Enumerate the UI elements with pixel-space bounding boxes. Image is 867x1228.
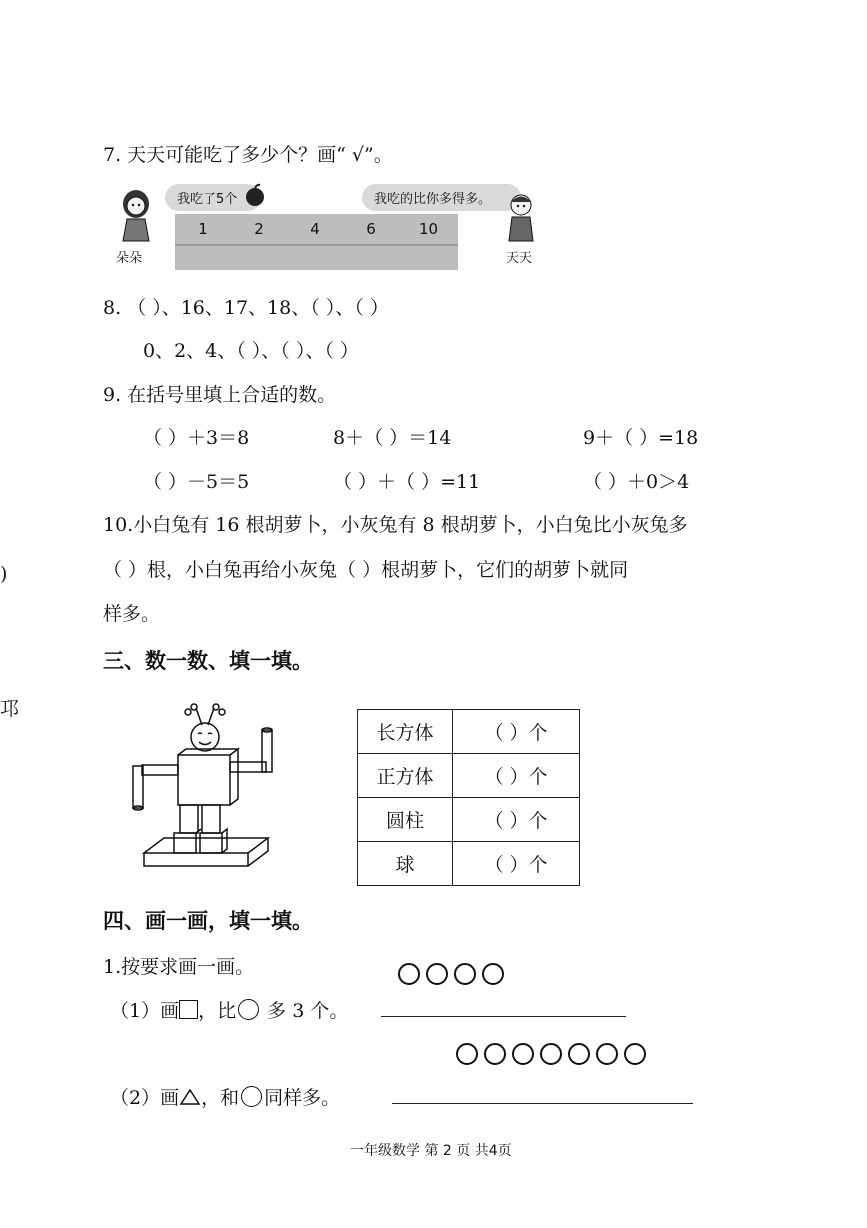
number-bar: [175, 214, 458, 270]
q10-line2: （ ）根，小白兔再给小灰兔（ ）根胡萝卜，它们的胡萝卜就同: [103, 559, 629, 581]
left-bubble-text: 我吃了5个: [177, 192, 238, 207]
shape-name: 正方体: [358, 754, 453, 798]
circle-shape: [482, 963, 504, 985]
right-bubble-text: 我吃的比你多得多。: [374, 192, 492, 207]
s4-p2: [110, 1083, 340, 1110]
q9-eq: （ ）＋3＝8: [143, 427, 250, 449]
p2-mid: ，和: [201, 1087, 240, 1109]
shape-name: 圆柱: [358, 798, 453, 842]
shape-name: 球: [358, 842, 453, 886]
bar-divider: [175, 244, 458, 246]
margin-mark: 邛: [0, 698, 20, 720]
q10-line1: 10.小白兔有 16 根胡萝卜，小灰兔有 8 根胡萝卜，小白兔比小灰兔多: [103, 514, 688, 536]
circle-shape: [624, 1043, 646, 1065]
circle-shape: [456, 1043, 478, 1065]
q8-line1: 8. （ ）、16、17、18、（ ）、（ ）: [103, 297, 389, 319]
circle-icon: [238, 999, 259, 1020]
table-row: [358, 710, 580, 754]
left-kid-name: 朵朵: [116, 251, 143, 266]
table-row: [358, 798, 580, 842]
circle-shape: [398, 963, 420, 985]
q9-title: 9. 在括号里填上合适的数。: [103, 384, 337, 406]
q10-line3: 样多。: [103, 603, 161, 625]
square-icon: [179, 1000, 198, 1019]
q9-eq: （ ）＋（ ）=11: [333, 471, 481, 493]
circle-shape: [540, 1043, 562, 1065]
circle-shape: [484, 1043, 506, 1065]
p1-prefix: （1）画: [110, 1000, 180, 1022]
robot-shapes-figure: [130, 700, 275, 875]
count-blank[interactable]: （ ）个: [453, 710, 580, 754]
table-row: [358, 842, 580, 886]
shape-count-table: [357, 709, 580, 886]
table-row: [358, 754, 580, 798]
circle-icon: [241, 1086, 262, 1107]
girl-figure-icon: [115, 187, 157, 243]
circle-shape: [568, 1043, 590, 1065]
q9-eq: （ ）＋0＞4: [583, 471, 690, 493]
right-kid-name: 天天: [506, 251, 533, 266]
right-speech-bubble: [362, 184, 521, 211]
count-blank[interactable]: （ ）个: [453, 754, 580, 798]
number-cell[interactable]: 10: [418, 220, 439, 238]
shape-name: 长方体: [358, 710, 453, 754]
section3-title: 三、数一数、填一填。: [103, 649, 313, 673]
count-blank[interactable]: （ ）个: [453, 842, 580, 886]
p1-suffix: 多 3 个。: [261, 1000, 349, 1022]
p2-suffix: 同样多。: [264, 1087, 341, 1109]
p1-mid: ，比: [198, 1000, 237, 1022]
page-footer: 一年级数学 第 2 页 共4页: [350, 1143, 512, 1159]
triangle-icon: [179, 1088, 201, 1106]
q9-eq: 9＋（ ）=18: [583, 427, 699, 449]
q8-line2: 0、2、4、（ ）、（ ）、（ ）: [143, 340, 359, 362]
number-cell[interactable]: 6: [366, 220, 376, 238]
q9-eq: （ ）－5＝5: [143, 471, 250, 493]
section4-title: 四、画一画，填一填。: [103, 909, 313, 933]
apple-icon: [244, 183, 266, 207]
count-blank[interactable]: （ ）个: [453, 798, 580, 842]
s4-p1: [110, 996, 348, 1023]
q7-title: 7. 天天可能吃了多少个？画“ √”。: [103, 144, 393, 166]
circle-shape: [454, 963, 476, 985]
circle-row-2: [456, 1043, 636, 1067]
circle-shape: [596, 1043, 618, 1065]
boy-figure-icon: [502, 193, 540, 243]
number-cell[interactable]: 1: [198, 220, 208, 238]
q9-eq: 8＋（ ）＝14: [333, 427, 452, 449]
circle-shape: [512, 1043, 534, 1065]
number-cell[interactable]: 2: [254, 220, 264, 238]
s4-q1-title: 1.按要求画一画。: [103, 956, 255, 978]
margin-mark: ): [0, 563, 8, 585]
circle-row-1: [398, 963, 518, 987]
p2-prefix: （2）画: [110, 1087, 180, 1109]
answer-line-1[interactable]: [381, 1016, 626, 1017]
number-cell[interactable]: 4: [310, 220, 320, 238]
circle-shape: [426, 963, 448, 985]
answer-line-2[interactable]: [392, 1103, 693, 1104]
